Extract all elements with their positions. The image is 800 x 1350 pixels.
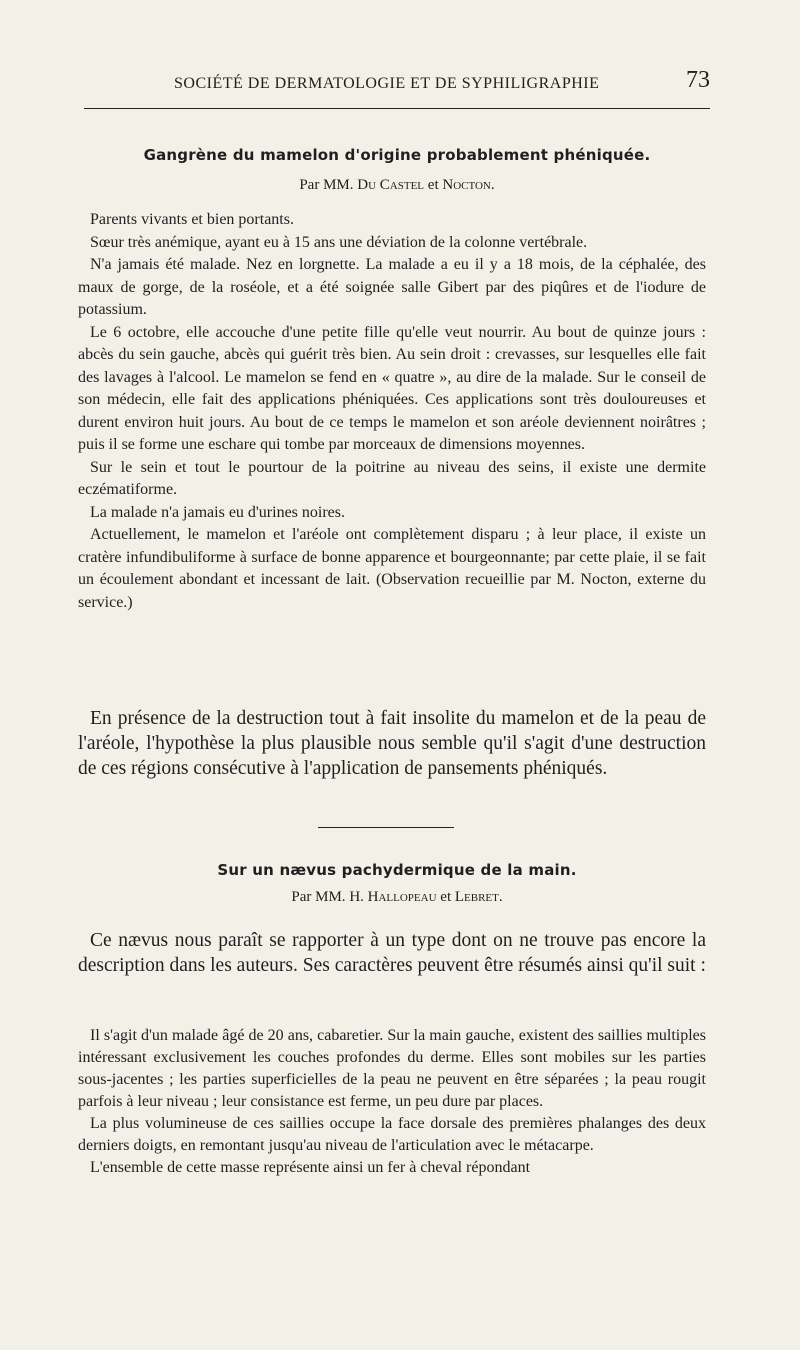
authors-prefix: Par MM. (291, 889, 346, 905)
authors-conjunction: et (440, 889, 452, 905)
paragraph: L'ensemble de cette masse représente ainsi un fer à cheval répondant (90, 1159, 531, 1176)
paragraph: N'a jamais été malade. Nez en lorgnette. La malade a eu il y a 18 mois, de la céphalée, des maux de gorge, de la roséole, et a été soignée salle Gibert par des piqûres et de l'iodure de potassium. (78, 256, 706, 318)
header-rule (84, 108, 710, 109)
authors-conjunction: et (427, 177, 439, 193)
author-name: Nocton. (442, 177, 495, 193)
naevus-intro (78, 928, 706, 978)
observation-text (78, 209, 706, 614)
paragraph: Sœur très anémique, ayant eu à 15 ans une déviation de la colonne vertébrale. (90, 233, 588, 251)
paragraph: La plus volumineuse de ces saillies occupe la face dorsale des premières phalanges des deux derniers doigts, en remontant jusqu'au niveau de l'articulation avec le métacarpe. (78, 1115, 706, 1154)
author-name: H. Hallopeau (349, 889, 437, 905)
author-name: Lebret. (454, 889, 503, 905)
paragraph: Parents vivants et bien portants. (90, 211, 294, 228)
authors-prefix: Par MM. (299, 177, 354, 193)
section-authors-gangrene (84, 177, 710, 194)
paragraph: En présence de la destruction tout à fait insolite du mamelon et de la peau de l'aréole, l'hypothèse la plus plausible nous semble qu'il s'agit d'une destruction de ces régions consécutive à l'application de pansements phéniqués. (78, 708, 706, 779)
section-title-gangrene: Gangrène du mamelon d'origine probablement phéniquée. (143, 146, 651, 164)
paragraph: Sur le sein et tout le pourtour de la poitrine au niveau des seins, il existe une dermite eczématiforme. (78, 458, 706, 498)
conclusion-text (78, 706, 706, 781)
section-title-naevus: Sur un nævus pachydermique de la main. (217, 861, 577, 879)
running-header (84, 68, 710, 100)
paragraph: La malade n'a jamais eu d'urines noires. (90, 503, 346, 521)
paragraph: Actuellement, le mamelon et l'aréole ont complètement disparu ; à leur place, il existe un cratère infundibuliforme à surface de bonne apparence et bourgeonnante; par cette plaie, il se fait un écoulement abondant et incessant de lait. (Observation recueillie par M. Nocton, externe du service.) (78, 526, 706, 611)
paragraph: Ce nævus nous paraît se rapporter à un type dont on ne trouve pas encore la description dans les auteurs. Ses caractères peuvent être résumés ainsi qu'il suit : (78, 930, 706, 976)
section-authors-naevus (84, 889, 710, 906)
running-title: SOCIÉTÉ DE DERMATOLOGIE ET DE SYPHILIGRAPHIE (174, 75, 600, 92)
paragraph: Il s'agit d'un malade âgé de 20 ans, cabaretier. Sur la main gauche, existent des saillies multiples intéressant exclusivement les couches profondes du derme. Elles sont mobiles sur les parties sous-jacentes ; les parties superficielles de la peau ne peuvent en être séparées ; la peau rougit parfois à leur niveau ; leur consistance est ferme, un peu dure par places. (78, 1027, 706, 1110)
page-number: 73 (686, 67, 710, 93)
author-name: Du Castel (357, 177, 425, 193)
paragraph: Le 6 octobre, elle accouche d'une petite fille qu'elle veut nourrir. Au bout de quinze jours : abcès du sein gauche, abcès qui guérit très bien. Au sein droit : crevasses, sur lesquelles elle fait des lavages à l'alcool. Le mamelon se fend en « quatre », au dire de la malade. Sur le conseil de son médecin, elle fait des applications phéniquées. Ces applications sont très douloureuses et durent environ huit jours. Au bout de ce temps le mamelon et son aréole deviennent noirâtres ; puis il se forme une eschare qui tombe par morceaux de dimensions moyennes. (78, 323, 706, 453)
section-divider (318, 827, 454, 828)
naevus-observation (78, 1025, 706, 1179)
